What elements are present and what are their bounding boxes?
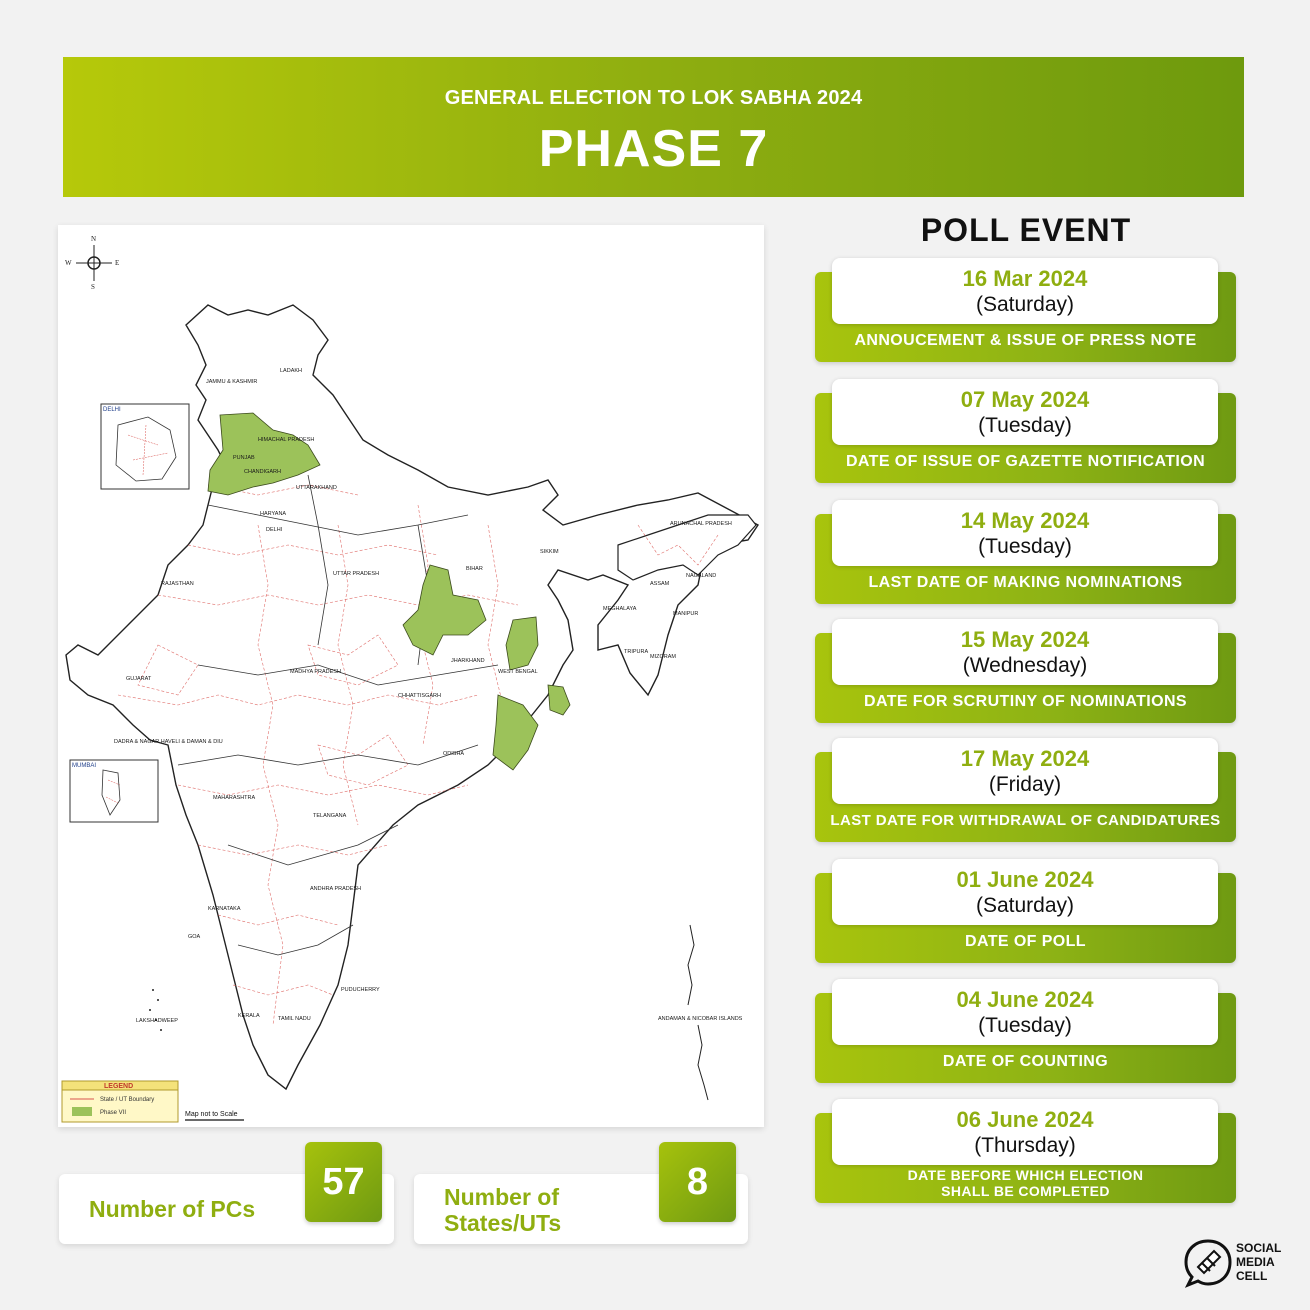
label-chhattisgarh: CHHATTISGARH — [398, 693, 441, 699]
label-tripura: TRIPURA — [624, 649, 649, 655]
label-meghalaya: MEGHALAYA — [603, 606, 637, 612]
event-label: LAST DATE FOR WITHDRAWAL OF CANDIDATURES — [830, 812, 1221, 829]
mumbai-inset — [70, 760, 158, 822]
stat-states-value: 8 — [659, 1142, 736, 1222]
event-date: 04 June 2024 — [956, 987, 1094, 1012]
label-uttarakhand: UTTARAKHAND — [296, 485, 337, 491]
label-dnh: DADRA & NAGAR HAVELI & DAMAN & DIU — [114, 739, 223, 745]
stat-pcs-label: Number of PCs — [89, 1196, 256, 1222]
poll-event-title: POLL EVENT — [920, 212, 1132, 248]
region-bengal-south — [548, 685, 570, 715]
label-tn: TAMIL NADU — [278, 1016, 311, 1022]
label-wb: WEST BENGAL — [498, 669, 538, 675]
label-punjab: PUNJAB — [233, 455, 255, 461]
compass-w: W — [65, 259, 72, 267]
label-nagaland: NAGALAND — [686, 573, 717, 579]
event-date: 14 May 2024 — [960, 508, 1090, 533]
event-date: 17 May 2024 — [960, 746, 1090, 771]
label-kerala: KERALA — [238, 1013, 260, 1019]
legend-title: LEGEND — [104, 1083, 134, 1090]
label-arunachal: ARUNACHAL PRADESH — [670, 521, 732, 527]
label-sikkim: SIKKIM — [540, 549, 559, 555]
label-ladakh: LADAKH — [280, 368, 303, 374]
label-jk: JAMMU & KASHMIR — [206, 379, 258, 385]
header-banner — [63, 57, 1244, 197]
event-day: (Saturday) — [975, 894, 1075, 917]
india-map-card — [58, 225, 764, 1127]
delhi-inset — [101, 404, 189, 489]
label-gujarat: GUJARAT — [126, 676, 152, 682]
logo-line1: SOCIAL — [1236, 1241, 1282, 1255]
header-title: PHASE 7 — [538, 120, 769, 178]
compass-e: E — [115, 259, 120, 267]
event-date: 15 May 2024 — [960, 627, 1090, 652]
event-card-poll — [815, 867, 1236, 963]
event-day: (Thursday) — [974, 1134, 1076, 1157]
event-card-withdrawal — [815, 746, 1236, 842]
label-lakshadweep: LAKSHADWEEP — [136, 1018, 178, 1024]
map-legend — [62, 1081, 244, 1122]
event-card-nominations — [815, 508, 1236, 604]
stat-states-label-line1: Number of — [444, 1184, 559, 1210]
event-label: LAST DATE OF MAKING NOMINATIONS — [868, 574, 1183, 591]
event-day: (Friday) — [988, 773, 1062, 796]
stat-states-card — [414, 1161, 748, 1244]
stat-pcs-value: 57 — [305, 1142, 382, 1222]
event-date-box — [832, 619, 1218, 685]
compass-n: N — [91, 235, 97, 243]
event-label-line1: DATE BEFORE WHICH ELECTION — [907, 1167, 1144, 1183]
event-date: 16 Mar 2024 — [962, 266, 1088, 291]
label-puducherry: PUDUCHERRY — [341, 987, 380, 993]
delhi-inset-label: DELHI — [103, 407, 121, 413]
mumbai-inset-label: MUMBAI — [72, 763, 96, 769]
label-ap: ANDHRA PRADESH — [310, 886, 362, 892]
label-jharkhand: JHARKHAND — [451, 658, 485, 664]
label-haryana: HARYANA — [260, 511, 287, 517]
lakshadweep-islands — [149, 989, 162, 1031]
india-map — [58, 225, 764, 1127]
label-telangana: TELANGANA — [313, 813, 347, 819]
event-card-counting — [815, 987, 1236, 1083]
stat-pcs-card — [59, 1161, 394, 1244]
event-label: DATE OF ISSUE OF GAZETTE NOTIFICATION — [845, 453, 1206, 470]
event-day: (Wednesday) — [962, 654, 1088, 677]
event-card-scrutiny — [815, 627, 1236, 723]
stat-states-label — [444, 1184, 561, 1236]
event-day: (Saturday) — [975, 293, 1075, 316]
event-label-line2: SHALL BE COMPLETED — [941, 1183, 1110, 1199]
label-assam: ASSAM — [650, 581, 670, 587]
label-rajasthan: RAJASTHAN — [161, 581, 194, 587]
label-bihar: BIHAR — [466, 566, 483, 572]
event-date: 01 June 2024 — [956, 867, 1094, 892]
not-to-scale: Map not to Scale — [185, 1111, 238, 1118]
event-date-box — [832, 859, 1218, 925]
social-media-cell-logo-icon — [1182, 1237, 1234, 1289]
event-date: 07 May 2024 — [960, 387, 1090, 412]
legend-phase-label: Phase VII — [100, 1110, 127, 1116]
compass-s: S — [91, 283, 95, 291]
compass-icon — [65, 235, 119, 291]
label-himachal: HIMACHAL PRADESH — [258, 437, 315, 443]
label-up: UTTAR PRADESH — [333, 571, 380, 577]
event-label — [815, 1167, 1236, 1199]
label-manipur: MANIPUR — [673, 611, 699, 617]
logo-line3: CELL — [1236, 1269, 1268, 1283]
label-karnataka: KARNATAKA — [208, 906, 241, 912]
event-date-box — [832, 1099, 1218, 1165]
event-day: (Tuesday) — [978, 414, 1072, 437]
label-mizoram: MIZORAM — [650, 654, 676, 660]
event-date-box — [832, 979, 1218, 1045]
header-subtitle: GENERAL ELECTION TO LOK SABHA 2024 — [444, 87, 863, 109]
event-date-box — [832, 738, 1218, 804]
event-day: (Tuesday) — [978, 1014, 1072, 1037]
event-card-completion — [815, 1107, 1236, 1203]
legend-boundary-label: State / UT Boundary — [100, 1097, 155, 1103]
event-day: (Tuesday) — [978, 535, 1072, 558]
event-label: DATE OF COUNTING — [942, 1053, 1109, 1070]
label-delhi: DELHI — [266, 527, 283, 533]
label-mp: MADHYA PRADESH — [290, 669, 341, 675]
logo-text — [1236, 1241, 1281, 1283]
label-odisha: ODISHA — [443, 751, 465, 757]
event-card-gazette — [815, 387, 1236, 483]
label-andaman: ANDAMAN & NICOBAR ISLANDS — [658, 1016, 743, 1022]
event-date-box — [832, 258, 1218, 324]
event-label: ANNOUCEMENT & ISSUE OF PRESS NOTE — [854, 332, 1197, 349]
event-date: 06 June 2024 — [956, 1107, 1094, 1132]
event-date-box — [832, 500, 1218, 566]
event-date-box — [832, 379, 1218, 445]
event-label: DATE FOR SCRUTINY OF NOMINATIONS — [863, 693, 1188, 710]
stat-states-label-line2: States/UTs — [444, 1210, 562, 1236]
event-card-announcement — [815, 266, 1236, 362]
logo-line2: MEDIA — [1236, 1255, 1275, 1269]
label-goa: GOA — [188, 934, 201, 940]
label-chandigarh: CHANDIGARH — [244, 469, 281, 475]
label-maharashtra: MAHARASHTRA — [213, 795, 256, 801]
andaman-islands — [688, 925, 708, 1100]
event-label: DATE OF POLL — [965, 933, 1086, 950]
